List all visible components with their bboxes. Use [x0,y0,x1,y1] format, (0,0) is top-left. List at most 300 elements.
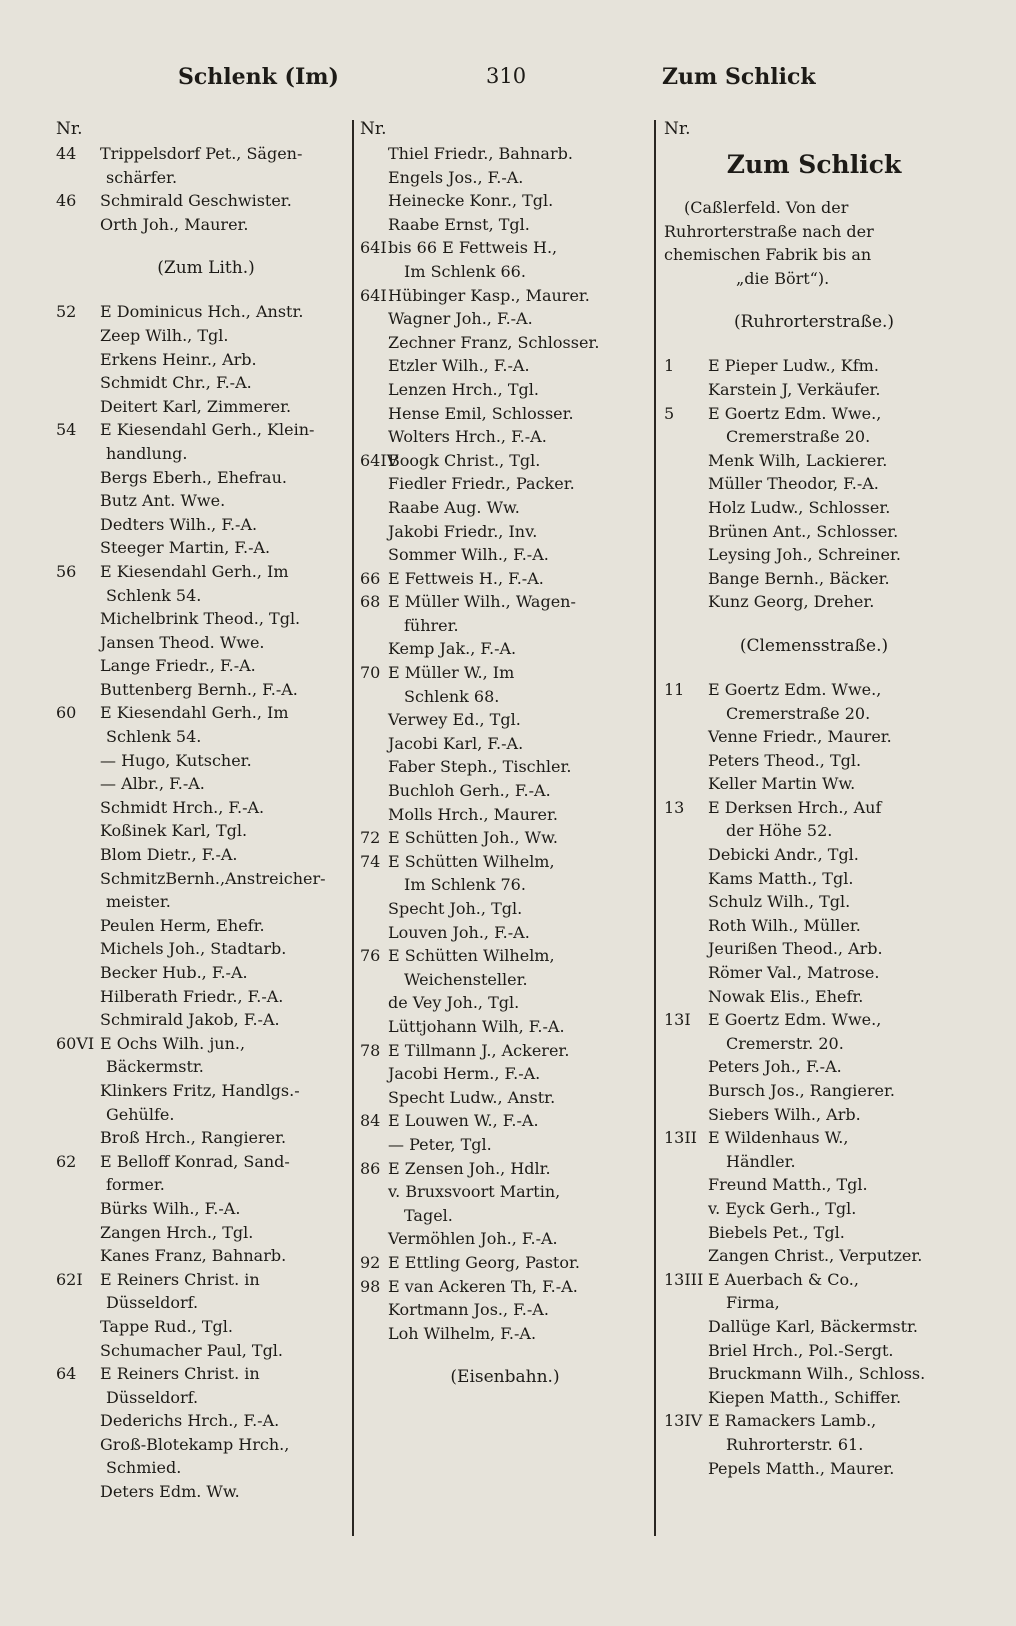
resident-text: Broß Hrch., Rangierer. [100,1128,287,1148]
resident-text: Zangen Hrch., Tgl. [100,1222,254,1242]
house-number: 72 [360,828,381,848]
house-number: 84 [360,1111,381,1131]
directory-entry [56,1315,356,1339]
directory-entry [56,678,356,702]
section-heading: (Ruhrorterstraße.) [733,312,895,333]
house-number: 86 [360,1158,381,1178]
house-number: 64I [360,238,387,258]
directory-entry [56,1268,356,1315]
house-number: 98 [360,1276,381,1296]
resident-text: Schmidt Chr., F.-A. [100,373,252,393]
resident-text: Bürks Wilh., F.-A. [100,1198,241,1218]
directory-entry [664,1055,964,1079]
resident-text: Buttenberg Bernh., F.-A. [100,679,298,699]
column-label: Nr. [56,119,83,139]
directory-entry [56,560,356,607]
directory-entry [664,937,964,961]
directory-entry [360,378,650,402]
resident-text: Kortmann Jos., F.-A. [388,1300,549,1320]
house-number: 11 [664,679,685,699]
resident-text: Verwey Ed., Tgl. [388,710,521,730]
resident-text-continued: der Höhe 52. [726,821,833,841]
directory-entry [360,402,650,426]
resident-text: E Derksen Hrch., Auf [708,797,882,817]
directory-entry [360,637,650,661]
resident-text: Karstein J, Verkäufer. [708,379,881,399]
resident-text: E Kiesendahl Gerh., Im [100,561,289,581]
directory-entry [664,796,964,843]
directory-entry [664,1126,964,1173]
directory-entry [664,472,964,496]
resident-text: E Ramackers Lamb., [708,1411,877,1431]
resident-text: Kemp Jak., F.-A. [388,639,517,659]
resident-text-continued: meister. [106,892,171,912]
directory-entry [56,1480,356,1504]
house-number: 1 [664,356,675,376]
resident-text: Siebers Wilh., Arb. [708,1104,861,1124]
resident-text: E Schütten Wilhelm, [388,946,555,966]
resident-text: Heinecke Konr., Tgl. [388,191,554,211]
resident-text: Koßinek Karl, Tgl. [100,821,248,841]
resident-text: Schulz Wilh., Tgl. [708,892,851,912]
directory-entry [664,914,964,938]
resident-text-continued: Im Schlenk 66. [404,261,526,281]
house-number: 13IV [664,1411,703,1431]
house-number: 64I [360,285,387,305]
directory-entry [360,991,650,1015]
resident-text: Dederichs Hrch., F.-A. [100,1411,280,1431]
resident-text: E Schütten Joh., Ww. [388,828,558,848]
right-column [664,118,964,1480]
directory-entry [56,1409,356,1433]
directory-entry [56,536,356,560]
resident-text: E Fettweis H., F.-A. [388,568,544,588]
resident-text: Wagner Joh., F.-A. [388,309,533,329]
directory-entry [360,354,650,378]
directory-entry [360,1227,650,1251]
directory-entry [56,749,356,773]
directory-entry [56,1221,356,1245]
resident-text: Orth Joh., Maurer. [100,214,249,234]
directory-entry [664,867,964,891]
directory-entry [360,1180,650,1227]
resident-text: Tappe Rud., Tgl. [100,1316,233,1336]
resident-text: Jansen Theod. Wwe. [100,632,265,652]
resident-text: Zangen Christ., Verputzer. [708,1246,923,1266]
directory-entry [664,354,964,378]
directory-entry [664,449,964,473]
resident-text: Erkens Heinr., Arb. [100,349,257,369]
resident-text: E Louwen W., F.-A. [388,1111,539,1131]
street-description-1: (Caßlerfeld. Von der [684,198,849,217]
house-number: 64IV [360,450,399,470]
directory-entry [664,543,964,567]
resident-text: E van Ackeren Th, F.-A. [388,1276,578,1296]
house-number: 44 [56,144,77,163]
resident-text: Lüttjohann Wilh, F.-A. [388,1016,565,1036]
resident-text: Keller Martin Ww. [708,774,856,794]
directory-entry [56,1126,356,1150]
resident-text: Molls Hrch., Maurer. [388,804,558,824]
directory-entry [360,897,650,921]
street-description-4: „die Bört“). [736,268,830,288]
resident-text: Thiel Friedr., Bahnarb. [388,144,573,163]
resident-text-continued: handlung. [106,443,188,463]
directory-entry [56,1079,356,1126]
directory-entry [360,1039,650,1063]
resident-text: Bergs Eberh., Ehefrau. [100,467,287,487]
street-title: Zum Schlick [726,150,902,179]
resident-text: Butz Ant. Wwe. [100,491,226,511]
directory-entry [360,449,650,473]
directory-entry [360,921,650,945]
resident-text: Fiedler Friedr., Packer. [388,474,575,494]
resident-text: v. Eyck Gerh., Tgl. [708,1198,857,1218]
house-number: 66 [360,568,381,588]
resident-text: Peulen Herm, Ehefr. [100,915,265,935]
resident-text: Deters Edm. Ww. [100,1482,240,1502]
directory-entry [56,395,356,419]
directory-entry [360,755,650,779]
resident-text: E Goertz Edm. Wwe., [708,1010,882,1030]
page-number: 310 [486,64,527,88]
directory-entry [664,590,964,614]
directory-entry [664,1103,964,1127]
directory-entry [360,236,650,283]
house-number: 78 [360,1040,381,1060]
resident-text-continued: Düsseldorf. [106,1387,199,1407]
column-label: Nr. [360,119,387,139]
directory-entry [360,944,650,991]
directory-entry [664,772,964,796]
resident-text: de Vey Joh., Tgl. [388,993,520,1013]
directory-entry [56,1339,356,1363]
directory-entry [56,985,356,1009]
resident-text: — Peter, Tgl. [388,1134,492,1154]
directory-entry [360,708,650,732]
directory-entry [56,513,356,537]
directory-entry [360,1062,650,1086]
directory-entry [56,213,356,237]
directory-entry [360,1133,650,1157]
resident-text: Debicki Andr., Tgl. [708,845,859,865]
resident-text: Vermöhlen Joh., F.-A. [388,1229,558,1249]
resident-text: E Reiners Christ. in [100,1364,260,1384]
resident-text: Klinkers Fritz, Handlgs.- [100,1080,300,1100]
directory-entry [664,1079,964,1103]
resident-text: Dallüge Karl, Bäckermstr. [708,1316,918,1336]
house-number: 52 [56,302,77,322]
directory-entry [56,867,356,914]
house-number: 62I [56,1269,83,1289]
resident-text: Lange Friedr., F.-A. [100,656,256,676]
directory-entry [56,701,356,748]
resident-text: E Dominicus Hch., Anstr. [100,302,304,322]
directory-entry [664,961,964,985]
directory-entry [360,779,650,803]
middle-entries [360,142,650,1409]
directory-entry [360,142,650,166]
house-number: 13I [664,1010,691,1030]
resident-text: Boogk Christ., Tgl. [388,450,541,470]
directory-entry [56,1197,356,1221]
resident-text-continued: schärfer. [106,167,178,187]
directory-entry [664,1197,964,1221]
directory-entry [56,418,356,465]
directory-entry [56,772,356,796]
directory-entry [56,937,356,961]
resident-text: Raabe Ernst, Tgl. [388,214,530,234]
resident-text: bis 66 E Fettweis H., [388,238,558,258]
directory-entry [56,843,356,867]
directory-entry [664,725,964,749]
street-description-2: Ruhrorterstraße nach der [664,221,874,241]
directory-entry [360,1251,650,1275]
header-right-street: Zum Schlick [662,64,816,90]
directory-entry [664,520,964,544]
directory-entry [360,732,650,756]
directory-entry [56,300,356,324]
section-heading: (Eisenbahn.) [450,1367,560,1388]
house-number: 64 [56,1364,77,1384]
resident-text: Menk Wilh, Lackierer. [708,450,888,470]
directory-entry [664,1315,964,1339]
resident-text: Römer Val., Matrose. [708,963,880,983]
directory-entry [664,1173,964,1197]
resident-text: Leysing Joh., Schreiner. [708,545,901,565]
resident-text: Jakobi Friedr., Inv. [388,521,538,541]
resident-text: E Schütten Wilhelm, [388,851,555,871]
resident-text: E Reiners Christ. in [100,1269,260,1289]
resident-text-continued: führer. [404,615,459,635]
directory-entry [56,324,356,348]
directory-entry [360,826,650,850]
resident-text: Wolters Hrch., F.-A. [388,427,547,447]
directory-entry [56,607,356,631]
directory-entry [664,1268,964,1315]
directory-entry [360,567,650,591]
header-left-street: Schlenk (Im) [178,64,339,90]
resident-text: Blom Dietr., F.-A. [100,845,238,865]
resident-text: Pepels Matth., Maurer. [708,1458,895,1478]
directory-entry [360,496,650,520]
house-number: 92 [360,1252,381,1272]
directory-entry [664,890,964,914]
resident-text: Peters Joh., F.-A. [708,1057,842,1077]
directory-entry [664,1457,964,1481]
directory-entry [664,567,964,591]
resident-text: Kiepen Matth., Schiffer. [708,1387,902,1407]
directory-entry [664,1244,964,1268]
resident-text: Zeep Wilh., Tgl. [100,325,229,345]
house-number: 60VI [56,1033,95,1053]
resident-text: Schmidt Hrch., F.-A. [100,797,265,817]
resident-text: Kams Matth., Tgl. [708,868,854,888]
resident-text-continued: Gehülfe. [106,1104,175,1124]
resident-text: E Müller Wilh., Wagen- [388,592,576,612]
resident-text: Jacobi Karl, F.-A. [388,733,524,753]
directory-entry [360,850,650,897]
directory-entry [664,1339,964,1363]
resident-text: Biebels Pet., Tgl. [708,1222,845,1242]
house-number: 56 [56,561,77,581]
left-entries [56,142,356,1504]
resident-text: Groß-Blotekamp Hrch., [100,1434,290,1454]
resident-text-continued: former. [106,1175,165,1195]
resident-text: Hense Emil, Schlosser. [388,403,574,423]
section-heading: (Clemensstraße.) [739,635,889,656]
directory-entry [360,1275,650,1299]
resident-text: Roth Wilh., Müller. [708,915,861,935]
directory-entry [360,1086,650,1110]
resident-text: Schmirald Geschwister. [100,191,292,211]
house-number: 62 [56,1151,77,1171]
resident-text: Raabe Aug. Ww. [388,497,520,517]
resident-text: Bange Bernh., Bäcker. [708,568,890,588]
resident-text: Nowak Elis., Ehefr. [708,986,864,1006]
directory-entry [56,489,356,513]
resident-text: Faber Steph., Tischler. [388,757,572,777]
resident-text: Buchloh Gerh., F.-A. [388,781,551,801]
directory-entry [664,1409,964,1456]
column-divider [654,120,656,1536]
resident-text: Schumacher Paul, Tgl. [100,1340,284,1360]
directory-entry [56,631,356,655]
directory-entry [56,348,356,372]
resident-text-continued: Im Schlenk 76. [404,875,526,895]
resident-text: Venne Friedr., Maurer. [708,727,892,747]
resident-text-continued: Cremerstraße 20. [726,703,871,723]
directory-entry [664,378,964,402]
house-number: 46 [56,191,77,211]
resident-text: Becker Hub., F.-A. [100,963,248,982]
resident-text-continued: Schlenk 54. [106,727,202,747]
resident-text: Loh Wilhelm, F.-A. [388,1323,537,1343]
directory-entry [664,1008,964,1055]
directory-entry [360,472,650,496]
resident-text: Hübinger Kasp., Maurer. [388,285,590,305]
resident-text: E Pieper Ludw., Kfm. [708,356,879,376]
directory-entry [360,331,650,355]
directory-entry [664,1386,964,1410]
resident-text: Peters Theod., Tgl. [708,750,862,770]
directory-entry [664,678,964,725]
directory-entry [56,961,356,985]
directory-entry [360,166,650,190]
directory-entry [360,661,650,708]
house-number: 68 [360,592,381,612]
resident-text: Etzler Wilh., F.-A. [388,356,530,376]
house-number: 13III [664,1269,704,1289]
resident-text-continued: Düsseldorf. [106,1293,199,1313]
directory-entry [56,819,356,843]
resident-text: Hilberath Friedr., F.-A. [100,986,284,1006]
resident-text: E Kiesendahl Gerh., Klein- [100,420,315,440]
page-header [0,64,1016,100]
resident-text: E Goertz Edm. Wwe., [708,403,882,423]
directory-entry [56,1032,356,1079]
resident-text-continued: Ruhrorterstr. 61. [726,1434,864,1454]
house-number: 54 [56,420,77,440]
resident-text: v. Bruxsvoort Martin, [388,1182,561,1202]
resident-text: Michelbrink Theod., Tgl. [100,609,301,629]
directory-entry [360,1015,650,1039]
resident-text: Steeger Martin, F.-A. [100,538,271,558]
resident-text: E Zensen Joh., Hdlr. [388,1158,551,1178]
directory-entry [56,1244,356,1268]
directory-entry [664,985,964,1009]
house-number: 13 [664,797,685,817]
resident-text: Holz Ludw., Schlosser. [708,497,891,517]
resident-text-continued: Weichensteller. [404,969,528,989]
directory-entry [664,1221,964,1245]
directory-entry [360,1322,650,1346]
resident-text: Specht Ludw., Anstr. [388,1087,556,1107]
resident-text: Kunz Georg, Dreher. [708,592,875,612]
directory-entry [664,1362,964,1386]
resident-text-continued: Schmied. [106,1458,182,1478]
resident-text: Specht Joh., Tgl. [388,899,523,918]
directory-entry [56,189,356,213]
resident-text: Freund Matth., Tgl. [708,1175,868,1195]
directory-entry [360,543,650,567]
resident-text: Louven Joh., F.-A. [388,922,530,942]
resident-text-continued: Händler. [726,1151,796,1171]
directory-entry [664,496,964,520]
resident-text: Zechner Franz, Schlosser. [388,332,600,352]
resident-text: Engels Jos., F.-A. [388,167,524,187]
directory-entry [56,1150,356,1197]
resident-text: Deitert Karl, Zimmerer. [100,396,292,416]
directory-entry [56,142,356,189]
resident-text: Bursch Jos., Rangierer. [708,1081,895,1100]
directory-entry [360,213,650,237]
directory-entry [360,1298,650,1322]
middle-column [360,118,650,1409]
left-column [56,118,356,1504]
resident-text: Michels Joh., Stadtarb. [100,939,287,959]
resident-text: Jeurißen Theod., Arb. [708,939,883,959]
resident-text: Schmirald Jakob, F.-A. [100,1010,280,1030]
directory-entry [360,590,650,637]
directory-entry [664,843,964,867]
house-number: 13II [664,1128,697,1148]
resident-text-continued: Schlenk 54. [106,585,202,605]
directory-entry [56,466,356,490]
resident-text: Kanes Franz, Bahnarb. [100,1246,287,1266]
house-number: 74 [360,851,381,871]
resident-text-continued: Tagel. [404,1205,453,1225]
directory-entry [56,1008,356,1032]
resident-text: E Auerbach & Co., [708,1269,859,1289]
street-description-3: chemischen Fabrik bis an [664,245,872,265]
resident-text: E Tillmann J., Ackerer. [388,1040,570,1060]
directory-entry [360,284,650,308]
resident-text: E Wildenhaus W., [708,1128,849,1148]
resident-text: Müller Theodor, F.-A. [708,474,879,494]
resident-text: Lenzen Hrch., Tgl. [388,379,539,399]
resident-text: E Kiesendahl Gerh., Im [100,703,289,723]
resident-text: — Hugo, Kutscher. [100,750,252,770]
resident-text-continued: Schlenk 68. [404,686,500,706]
directory-entry [56,1433,356,1480]
directory-entry [360,803,650,827]
section-heading: (Zum Lith.) [157,258,255,279]
resident-text: E Ettling Georg, Pastor. [388,1252,580,1272]
directory-entry [56,914,356,938]
resident-text: — Albr., F.-A. [100,774,205,794]
directory-entry [360,1109,650,1133]
